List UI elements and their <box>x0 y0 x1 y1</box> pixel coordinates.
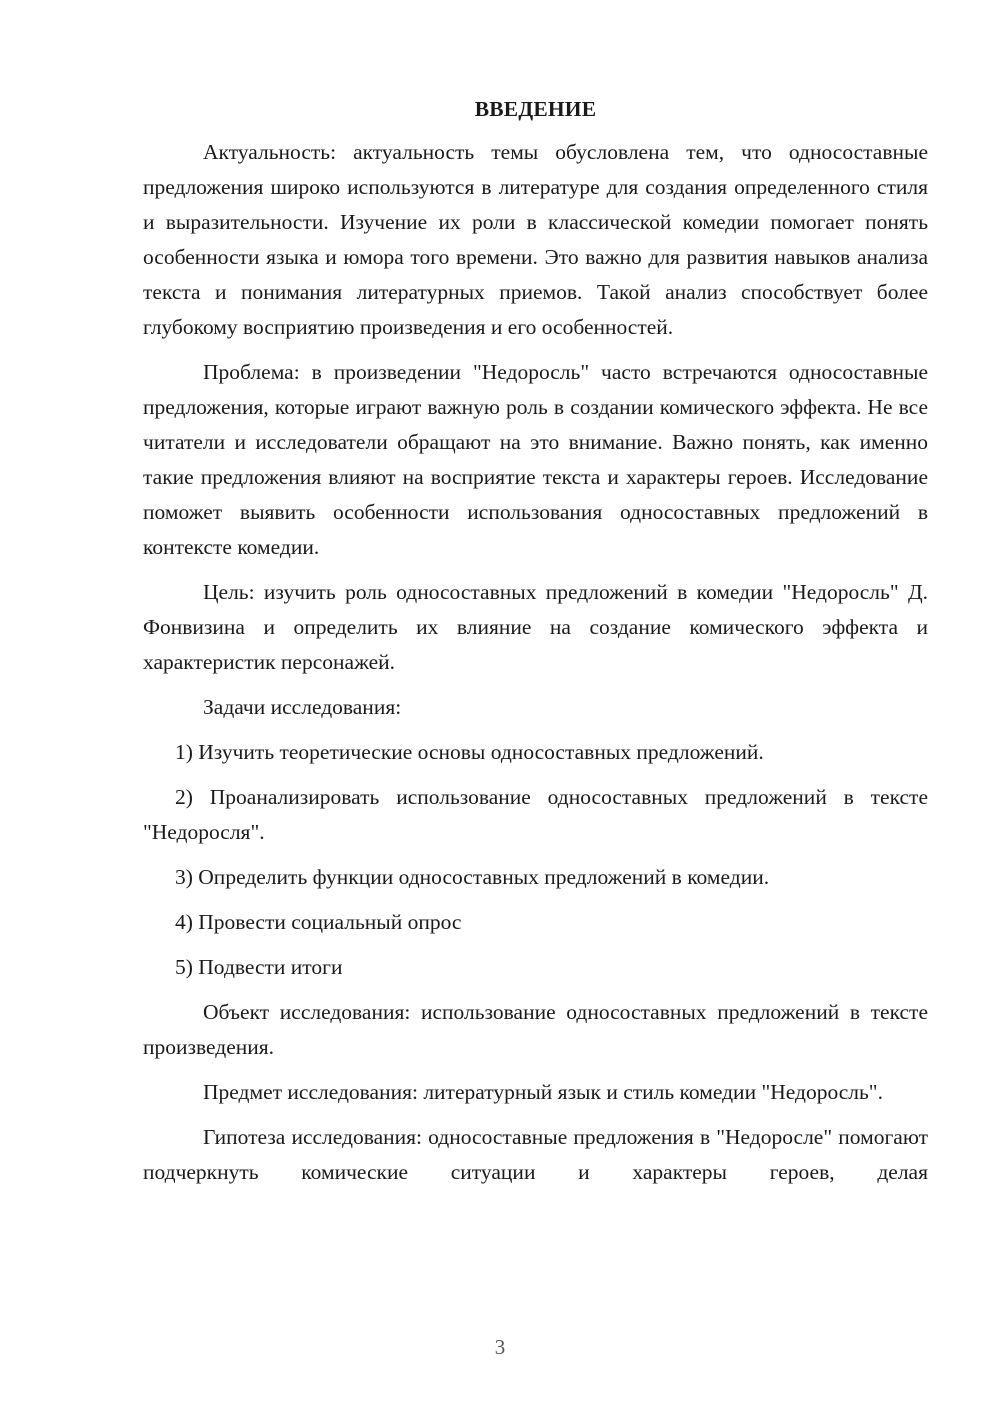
page-number: 3 <box>494 1335 506 1359</box>
task-item-3: 3) Определить функции односоставных предложений в комедии. <box>175 865 770 889</box>
task-item-4: 4) Провести социальный опрос <box>175 910 462 934</box>
goal-paragraph: Цель: изучить роль односоставных предложений в комедии "Недоросль" Д. Фонвизина и определить их влияние на создание комического эффекта и характеристик персонажей. <box>143 580 928 674</box>
section-heading: ВВЕДЕНИЕ <box>474 97 597 121</box>
task-item-5: 5) Подвести итоги <box>175 955 343 979</box>
hypothesis-paragraph: Гипотеза исследования: односоставные предложения в "Недоросле" помогают подчеркнуть комические ситуации и характеры героев, делая <box>143 1125 928 1184</box>
object-paragraph: Объект исследования: использование односоставных предложений в тексте произведения. <box>143 1000 928 1059</box>
task-item-1: 1) Изучить теоретические основы односоставных предложений. <box>175 740 764 764</box>
tasks-heading: Задачи исследования: <box>203 695 402 719</box>
relevance-paragraph: Актуальность: актуальность темы обусловлена тем, что односоставные предложения широко используются в литературе для создания определенного стиля и выразительности. Изучение их роли в классической комедии помогает понять особенности языка и юмора того времени. Это важно для развития навыков анализа текста и понимания литературных приемов. Такой анализ способствует более глубокому восприятию произведения и его особенностей. <box>143 140 928 339</box>
task-item-2: 2) Проанализировать использование односоставных предложений в тексте "Недоросля". <box>143 785 928 844</box>
problem-paragraph: Проблема: в произведении "Недоросль" часто встречаются односоставные предложения, которые играют важную роль в создании комического эффекта. Не все читатели и исследователи обращают на это внимание. Важно понять, как именно такие предложения влияют на восприятие текста и характеры героев. Исследование поможет выявить особенности использования односоставных предложений в контексте комедии. <box>143 360 928 559</box>
page-content <box>143 92 928 1200</box>
subject-paragraph: Предмет исследования: литературный язык и стиль комедии "Недоросль". <box>203 1080 883 1104</box>
